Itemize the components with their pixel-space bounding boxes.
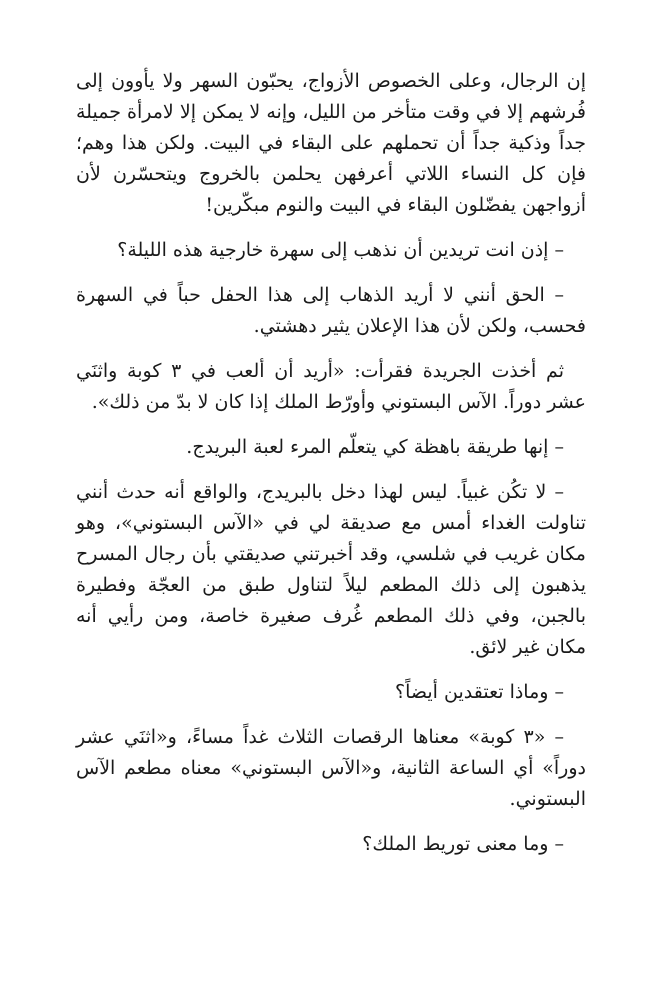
paragraph-7: – وماذا تعتقدين أيضاً؟ (395, 681, 564, 703)
paragraph-6: – لا تكُن غبياً. ليس لهذا دخل بالبريدج، والواقع أنه حدث أنني تناولت الغداء أمس مع صديقة لي في «الآس البستوني»، وهو مكان غريب في شلسي، وقد أخبرتني صديقتي بأن رجال المسرح يذهبون إلى ذلك المطعم ليلاً لتناول طبق من العجّة وفطيرة بالجبن، وفي ذلك المطعم غُرف صغيرة خاصة، ومن رأيي أنه مكان غير لائق. (76, 481, 586, 658)
paragraph-9: – وما معنى توريط الملك؟ (362, 833, 564, 855)
paragraph-5: – إنها طريقة باهظة كي يتعلّم المرء لعبة البريدج. (186, 436, 564, 458)
paragraph-3: – الحق أنني لا أريد الذهاب إلى هذا الحفل حباً في السهرة فحسب، ولكن لأن هذا الإعلان يثير دهشتي. (76, 284, 586, 337)
paragraph-4: ثم أخذت الجريدة فقرأت: «أريد أن ألعب في ٣ كوبة واثنَي عشر دوراً. الآس البستوني وأورّط الملك إذا كان لا بدّ من ذلك». (76, 360, 586, 413)
book-page (76, 66, 586, 874)
paragraph-2: – إذن انت تريدين أن نذهب إلى سهرة خارجية هذه الليلة؟ (117, 239, 564, 261)
paragraph-8: – «٣ كوبة» معناها الرقصات الثلاث غداً مساءً، و«اثنَي عشر دوراً» أي الساعة الثانية، و«الآس البستوني» معناه مطعم الآس البستوني. (76, 726, 586, 810)
paragraph-1: إن الرجال، وعلى الخصوص الأزواج، يحبّون السهر ولا يأوون إلى فُرشهم إلا في وقت متأخر من الليل، وإنه لا يمكن إلا لامرأة جميلة جداً وذكية جداً أن تحملهم على البقاء في البيت. ولكن هذا وهم؛ فإن كل النساء اللاتي أعرفهن يحلمن بالخروج ويتحسّرن لأن أزواجهن يفضّلون البقاء في البيت والنوم مبكّرين! (76, 70, 586, 216)
